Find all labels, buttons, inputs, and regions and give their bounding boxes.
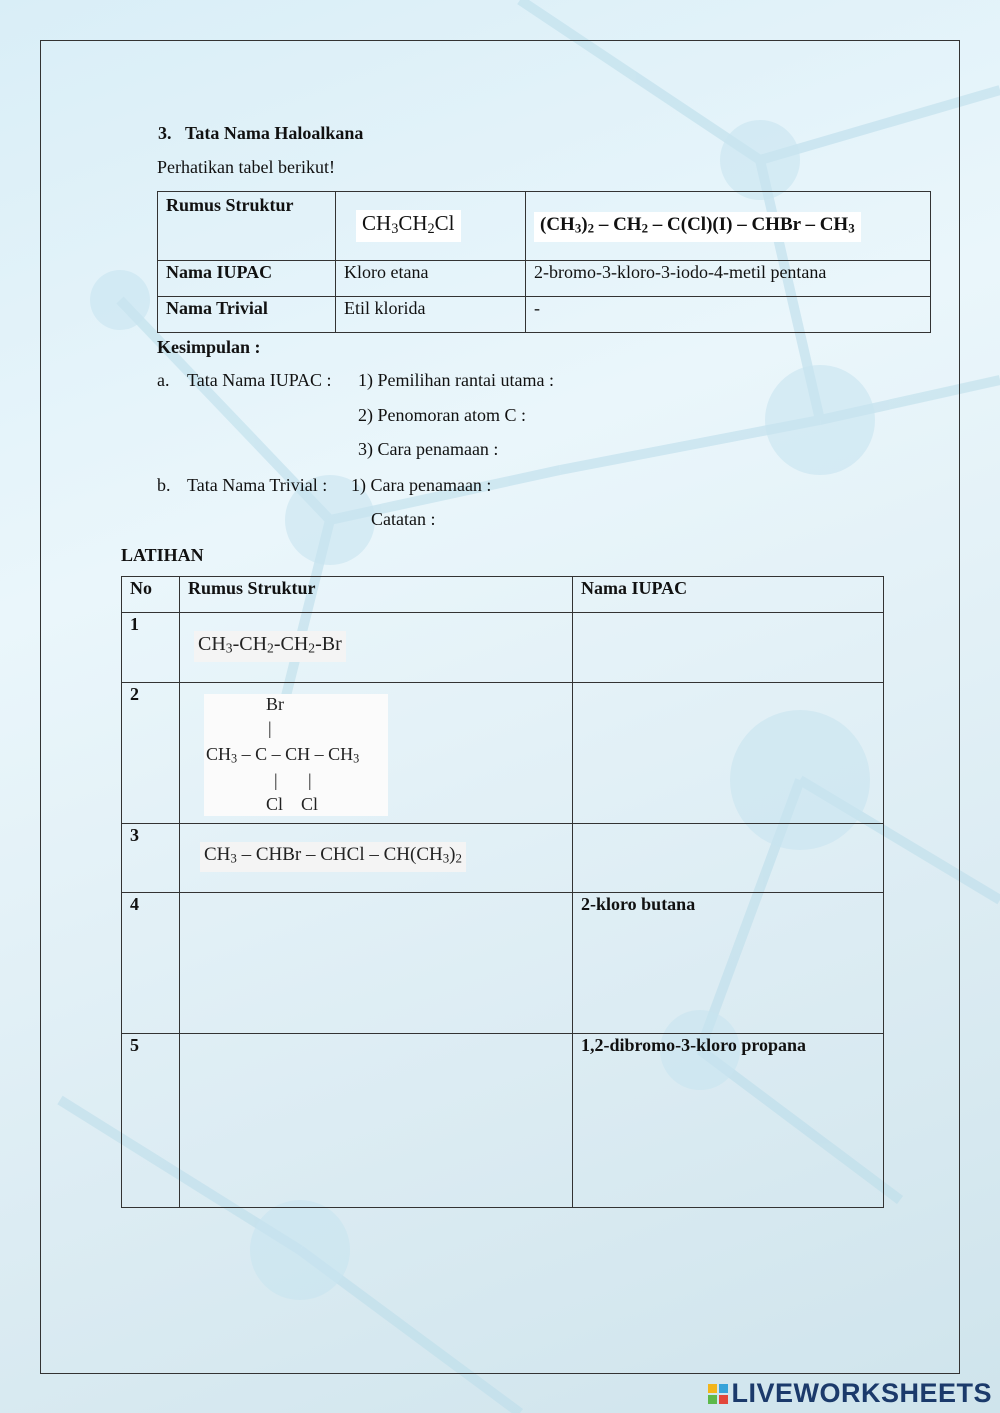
table-row: [158, 192, 931, 261]
table-row: [158, 261, 931, 297]
brand-text: LIVEWORKSHEETS: [731, 1378, 992, 1408]
conclusion-b-label: Tata Nama Trivial :: [187, 475, 328, 495]
formula-ch3ch2cl: $CH_3CH_2Cl$: [356, 210, 461, 242]
conclusion-a-item: 3) Cara penamaan :: [358, 439, 499, 459]
row-number: 3: [122, 824, 180, 893]
conclusion-a-item: 1) Pemilihan rantai utama :: [358, 370, 554, 390]
answer-cell[interactable]: [573, 613, 884, 683]
liveworksheets-brand[interactable]: [708, 1378, 992, 1409]
header-iupac: Nama IUPAC: [573, 577, 884, 613]
table-row: [122, 1034, 884, 1208]
row-label-iupac: Nama IUPAC: [158, 261, 336, 297]
naming-table: [157, 191, 931, 333]
instruction-text: Perhatikan tabel berikut!: [157, 157, 335, 177]
formula-row-3: $CH_3$ – CHBr – CHCl – $CH(CH_3)_2$: [200, 842, 466, 872]
structure-cell: [180, 824, 573, 893]
answer-cell[interactable]: [573, 824, 884, 893]
table-header-row: [122, 577, 884, 613]
conclusion-b-note: Catatan :: [371, 509, 436, 529]
iupac-cell: 2-bromo-3-kloro-3-iodo-4-metil pentana: [526, 261, 931, 297]
formula-propyl-bromide: $CH_3-CH_2-CH_2-Br$: [194, 631, 346, 662]
conclusion-b-marker: b.: [157, 475, 171, 495]
conclusion-a-item: 2) Penomoran atom C :: [358, 405, 526, 425]
trivial-cell: -: [526, 297, 931, 333]
row-number: 2: [122, 683, 180, 824]
conclusion-a-label: Tata Nama IUPAC :: [187, 370, 332, 390]
row-number: 4: [122, 893, 180, 1034]
table-row: [122, 893, 884, 1034]
table-row: [122, 613, 884, 683]
iupac-given-cell: 1,2-dibromo-3-kloro propana: [573, 1034, 884, 1208]
conclusion-a-marker: a.: [157, 370, 170, 390]
section-number: 3.: [158, 123, 172, 143]
header-structure: Rumus Struktur: [180, 577, 573, 613]
structure-cell: [180, 613, 573, 683]
conclusion-b-item: 1) Cara penamaan :: [351, 475, 492, 495]
structure-answer-cell[interactable]: [180, 893, 573, 1034]
structure-answer-cell[interactable]: [180, 1034, 573, 1208]
section-heading: [158, 122, 363, 144]
row-number: 1: [122, 613, 180, 683]
table-row: [158, 297, 931, 333]
row-label-trivial: Nama Trivial: [158, 297, 336, 333]
latihan-heading: LATIHAN: [121, 545, 204, 565]
table-row: [122, 824, 884, 893]
formula-branched: $(CH_3)_2 - CH_2 - C(Cl)(I)$ – CHBr – $CH_3$: [534, 212, 861, 242]
row-label-structure: Rumus Struktur: [158, 192, 336, 261]
iupac-given-cell: 2-kloro butana: [573, 893, 884, 1034]
conclusion-heading: Kesimpulan :: [157, 337, 261, 357]
structural-formula-row-2: Br | $CH_3$ – C – CH – $CH_3$ | | Cl Cl: [204, 694, 388, 816]
formula-cell-2: [526, 192, 931, 261]
iupac-cell: Kloro etana: [336, 261, 526, 297]
liveworksheets-logo-icon: [708, 1384, 728, 1404]
header-no: No: [122, 577, 180, 613]
section-title: Tata Nama Haloalkana: [185, 123, 364, 143]
trivial-cell: Etil klorida: [336, 297, 526, 333]
answer-cell[interactable]: [573, 683, 884, 824]
row-number: 5: [122, 1034, 180, 1208]
exercise-table: [121, 576, 884, 1208]
formula-cell-1: [336, 192, 526, 261]
